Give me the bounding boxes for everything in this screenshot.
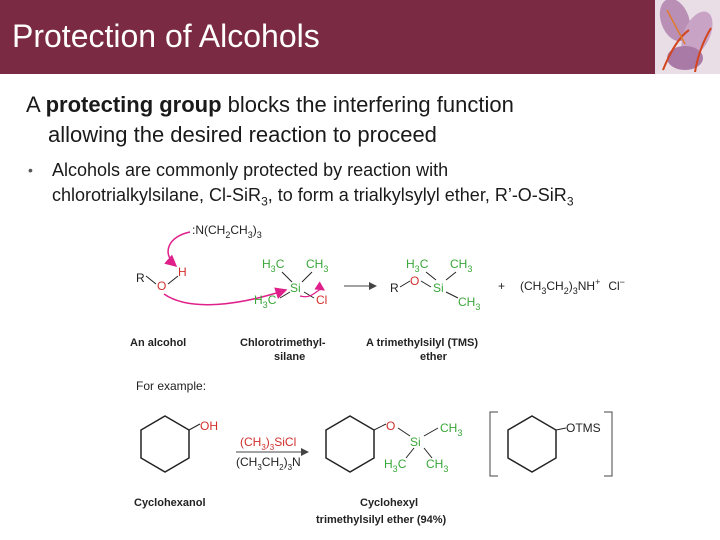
- cyclohexanol-ring: [141, 416, 189, 472]
- label-alcohol: An alcohol: [130, 337, 187, 349]
- silane-H3C-bottom: $H_3C$: [254, 293, 277, 310]
- reagent-silyl-chloride: $(CH_3)_3SiCl$: [240, 435, 297, 452]
- alcohol-H: H: [178, 265, 187, 279]
- label-tms-line1: A trimethylsilyl (TMS): [366, 337, 479, 349]
- label-product2-line2: trimethylsilyl ether (94%): [316, 514, 447, 526]
- otms-label: OTMS: [566, 421, 601, 435]
- product2-Si: Si: [410, 435, 421, 449]
- electron-arrow-base: [168, 232, 190, 266]
- alcohol-R: R: [136, 271, 145, 285]
- bullet-dot: •: [28, 162, 33, 178]
- base-triethylamine: $:N(CH_2CH_3)_3$: [192, 223, 262, 240]
- silane-Si: Si: [290, 281, 301, 295]
- for-example-label: For example:: [136, 379, 207, 393]
- alcohol-O: O: [157, 279, 167, 293]
- label-silane-line2: silane: [274, 351, 306, 363]
- plus-sign: +: [498, 279, 506, 293]
- bracket-right: [604, 412, 612, 476]
- protecting-group-term: protecting group: [45, 92, 222, 117]
- product2-CH3-bottom: $CH_3$: [426, 457, 449, 474]
- label-tms-line2: ether: [420, 351, 447, 363]
- reagent-triethylamine: $(CH_3CH_2)_3N$: [236, 455, 301, 472]
- silane-CH3-top: $CH_3$: [306, 257, 329, 274]
- label-cyclohexanol: Cyclohexanol: [134, 497, 206, 509]
- product-Si: Si: [433, 281, 444, 295]
- cyclohexanol-OH: OH: [200, 419, 218, 433]
- silane-H3C-top: $H_3C$: [262, 257, 285, 274]
- product-CH3-top: $CH_3$: [450, 257, 473, 274]
- product2-CH3-top: $CH_3$: [440, 421, 463, 438]
- ammonium-salt: $(CH_3CH_2)_3NH^+$ Cl−: [520, 277, 625, 296]
- product2-O: O: [386, 419, 396, 433]
- product-CH3-bottom: $CH_3$: [458, 295, 481, 312]
- bullet-item: • Alcohols are commonly protected by reaction with chlorotrialkylsilane, Cl-SiR$_3$, to form a trialkylsylyl ether, R’-O-SiR$_3$: [28, 160, 574, 209]
- product-H3C-top: $H_3C$: [406, 257, 429, 274]
- product-R: R: [390, 281, 399, 295]
- label-silane-line1: Chlorotrimethyl-: [240, 337, 326, 349]
- slide-title: Protection of Alcohols: [12, 18, 320, 54]
- label-product2-line1: Cyclohexyl: [360, 497, 419, 509]
- bracket-left: [490, 412, 498, 476]
- silane-Cl: Cl: [316, 293, 328, 307]
- product2-H3C-bottom: $H_3C$: [384, 457, 407, 474]
- otms-ring: [508, 416, 556, 472]
- intro-text: A protecting group blocks the interfering function allowing the desired reaction to proceed: [26, 92, 514, 147]
- cyclohexyl-ring: [326, 416, 374, 472]
- product-O: O: [410, 274, 420, 288]
